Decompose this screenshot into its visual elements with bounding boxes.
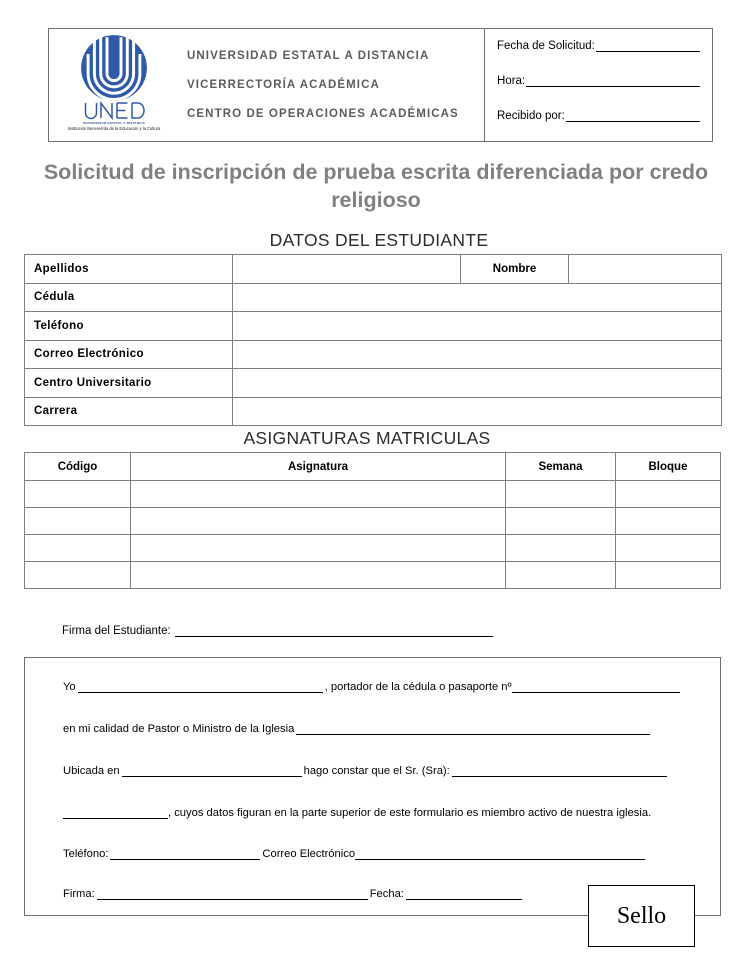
declaration-correo-label: Correo Electrónico [262, 848, 356, 860]
cell-bloque[interactable] [616, 535, 721, 562]
courses-table [24, 452, 721, 589]
page-title: Solicitud de inscripción de prueba escrita diferenciada por credo religioso [43, 160, 709, 213]
label-apellidos: Apellidos [25, 255, 233, 284]
column-header-codigo: Código [25, 453, 131, 481]
declaration-line-identity[interactable] [63, 681, 682, 693]
cell-asignatura[interactable] [131, 535, 506, 562]
declaration-statement-text: , cuyos datos figuran en la parte superior de este formulario es miembro activo de nuestra iglesia. [168, 807, 652, 819]
document-header [48, 28, 713, 142]
table-row [25, 508, 721, 535]
cell-codigo[interactable] [25, 508, 131, 535]
table-row [25, 255, 722, 284]
declaration-fecha-input[interactable] [406, 888, 522, 900]
fecha-solicitud-label: Fecha de Solicitud: [497, 40, 595, 52]
org-line-centro: CENTRO DE OPERACIONES ACADÉMICAS [187, 108, 459, 120]
field-hora[interactable] [497, 74, 700, 87]
declaration-line-signature[interactable] [63, 888, 524, 900]
recibido-por-label: Recibido por: [497, 110, 565, 122]
label-correo-electronico: Correo Electrónico [25, 340, 233, 369]
label-centro-universitario: Centro Universitario [25, 369, 233, 398]
table-row [25, 397, 722, 426]
declaration-yo-label: Yo [63, 681, 76, 693]
cell-asignatura[interactable] [131, 481, 506, 508]
declaration-telefono-label: Teléfono: [63, 848, 109, 860]
recibido-por-input[interactable] [566, 109, 700, 122]
declaration-firma-input[interactable] [97, 888, 368, 900]
org-line-university: UNIVERSIDAD ESTATAL A DISTANCIA [187, 50, 430, 62]
cell-codigo[interactable] [25, 562, 131, 589]
input-apellidos[interactable] [233, 255, 461, 284]
organization-lines [179, 29, 484, 141]
declaration-line-statement[interactable] [63, 807, 651, 819]
table-row [25, 535, 721, 562]
declaration-ubicada-label: Ubicada en [63, 765, 120, 777]
cell-codigo[interactable] [25, 535, 131, 562]
input-carrera[interactable] [233, 397, 722, 426]
fecha-solicitud-input[interactable] [596, 39, 700, 52]
label-carrera: Carrera [25, 397, 233, 426]
column-header-asignatura: Asignatura [131, 453, 506, 481]
declaration-cedula-label: , portador de la cédula o pasaporte nº [324, 681, 512, 693]
student-signature-input[interactable] [175, 624, 493, 637]
cell-bloque[interactable] [616, 562, 721, 589]
cell-semana[interactable] [506, 481, 616, 508]
input-nombre[interactable] [569, 255, 722, 284]
table-row [25, 340, 722, 369]
cell-asignatura[interactable] [131, 562, 506, 589]
cell-asignatura[interactable] [131, 508, 506, 535]
header-identity-box [48, 28, 484, 142]
cell-bloque[interactable] [616, 481, 721, 508]
table-row [25, 283, 722, 312]
declaration-ubicada-input[interactable] [122, 765, 302, 777]
org-line-vicerrectoria: VICERRECTORÍA ACADÉMICA [187, 79, 380, 91]
table-header-row [25, 453, 721, 481]
uned-wordmark [83, 101, 145, 120]
declaration-line-ubicacion[interactable] [63, 765, 669, 777]
input-correo-electronico[interactable] [233, 340, 722, 369]
header-receipt-box [484, 28, 713, 142]
stamp-box [588, 885, 695, 947]
declaration-iglesia-label: en mi calidad de Pastor o Ministro de la Iglesia [63, 723, 295, 735]
declaration-firma-label: Firma: [63, 888, 95, 900]
table-row [25, 369, 722, 398]
declaration-line-iglesia[interactable] [63, 723, 652, 735]
declaration-name-input[interactable] [78, 681, 323, 693]
cell-semana[interactable] [506, 562, 616, 589]
column-header-semana: Semana [506, 453, 616, 481]
uned-logo-subtitle-2: Institución Benemérita de la Educación y la Cultura [67, 126, 161, 131]
declaration-line-contact[interactable] [63, 848, 647, 860]
label-cedula: Cédula [25, 283, 233, 312]
declaration-fecha-label: Fecha: [369, 888, 404, 900]
cell-semana[interactable] [506, 535, 616, 562]
pastor-declaration-box [24, 657, 721, 916]
declaration-statement-input[interactable] [63, 807, 168, 819]
declaration-correo-input[interactable] [355, 848, 645, 860]
label-nombre: Nombre [461, 255, 569, 284]
declaration-telefono-input[interactable] [110, 848, 260, 860]
uned-logo [49, 29, 179, 141]
field-recibido-por[interactable] [497, 109, 700, 122]
uned-circle-logo-icon [79, 33, 149, 103]
table-row [25, 312, 722, 341]
cell-semana[interactable] [506, 508, 616, 535]
section-heading-asignaturas: ASIGNATURAS MATRICULAS [243, 428, 491, 448]
student-data-table [24, 254, 722, 426]
student-signature-label: Firma del Estudiante: [62, 625, 171, 637]
column-header-bloque: Bloque [616, 453, 721, 481]
student-signature-field[interactable] [62, 624, 493, 637]
cell-codigo[interactable] [25, 481, 131, 508]
declaration-senor-label: hago constar que el Sr. (Sra): [303, 765, 450, 777]
hora-label: Hora: [497, 75, 526, 87]
field-fecha-solicitud[interactable] [497, 39, 700, 52]
stamp-label: Sello [616, 902, 667, 929]
table-row [25, 481, 721, 508]
input-centro-universitario[interactable] [233, 369, 722, 398]
declaration-iglesia-input[interactable] [296, 723, 650, 735]
section-heading-datos-estudiante: DATOS DEL ESTUDIANTE [269, 230, 489, 250]
input-telefono[interactable] [233, 312, 722, 341]
declaration-senor-input[interactable] [452, 765, 667, 777]
input-cedula[interactable] [233, 283, 722, 312]
declaration-cedula-input[interactable] [512, 681, 680, 693]
uned-wordmark-icon [83, 101, 145, 120]
cell-bloque[interactable] [616, 508, 721, 535]
table-row [25, 562, 721, 589]
uned-logo-subtitle-1: UNIVERSIDAD ESTATAL A DISTANCIA [82, 121, 146, 125]
hora-input[interactable] [526, 74, 700, 87]
label-telefono: Teléfono [25, 312, 233, 341]
